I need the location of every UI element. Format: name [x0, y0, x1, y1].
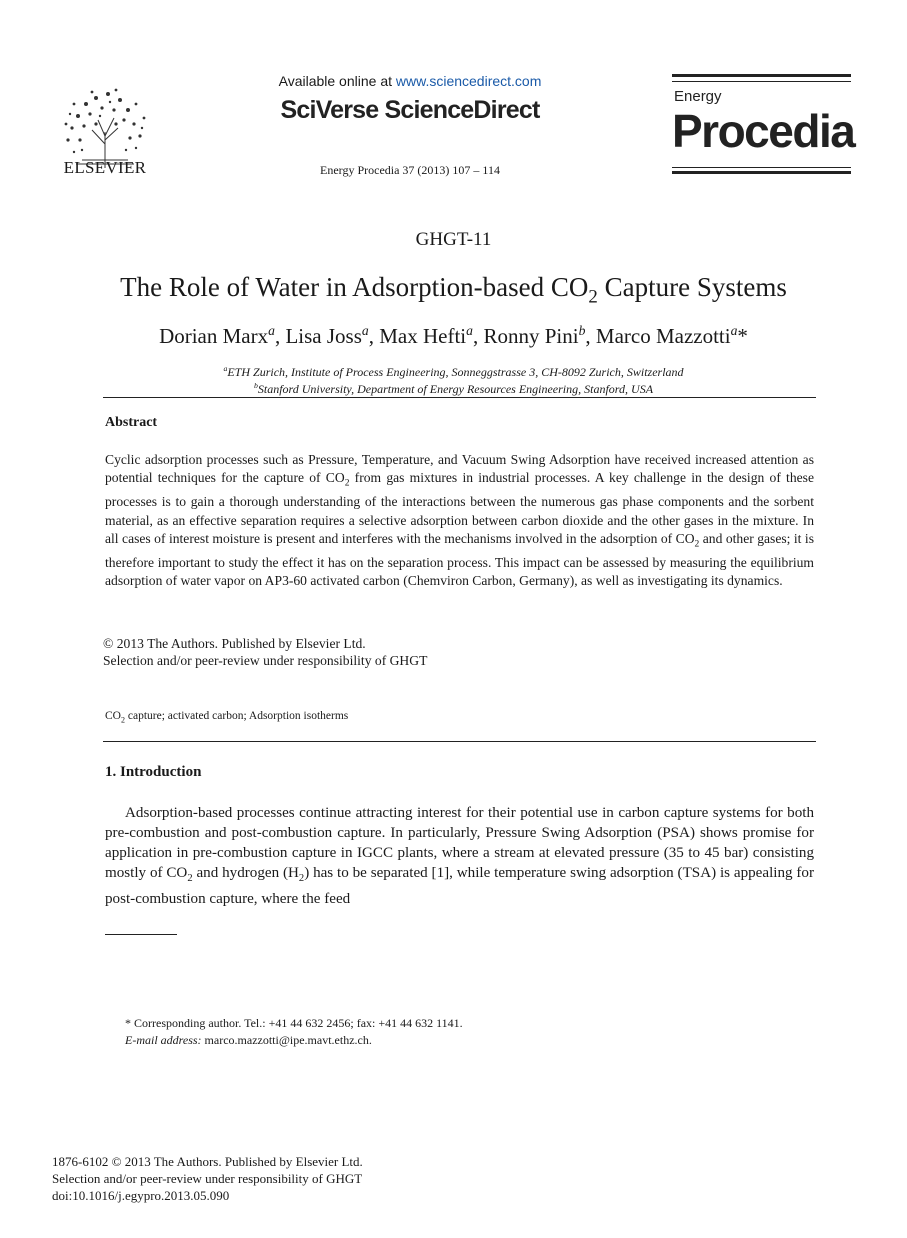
- issn-copyright: 1876-6102 © 2013 The Authors. Published by Elsevier Ltd.: [52, 1154, 363, 1169]
- subscript: 2: [187, 873, 193, 885]
- author-name: Dorian Marx: [159, 324, 269, 348]
- publication-info: [52, 1153, 363, 1204]
- author-name: Lisa Joss: [285, 324, 362, 348]
- introduction-text: [105, 803, 814, 909]
- availability-line: [240, 73, 580, 89]
- author-name: Max Hefti: [379, 324, 467, 348]
- abstract-part: and other gases; it is therefore important to study the effect it has on the separation process. This impact can be assessed by measuring the equilibrium adsorption of water vapor on AP3-60 activated carbon (Chemviron Carbon, Germany), as well as investigating its dynamics.: [105, 530, 814, 589]
- abstract-part: from gas mixtures in industrial processes. A key challenge in the design of these processes is to gain a thorough understanding of the interactions between the numerous gas phase components and the sorbent material, as an effective separation requires a selective adsorption between carbon dioxide and the other gases in the mixture. In all cases of interest moisture is present and interferes with the mechanisms involved in the adsorption of CO: [105, 470, 814, 546]
- copyright-line: © 2013 The Authors. Published by Elsevier Ltd.: [103, 636, 366, 651]
- doi[interactable]: doi:10.1016/j.egypro.2013.05.090: [52, 1188, 230, 1203]
- subscript: 2: [120, 715, 126, 725]
- author-separator: ,: [472, 324, 484, 348]
- affiliation-b: [0, 381, 907, 397]
- availability-prefix: Available online at: [278, 73, 396, 89]
- affiliation-text: ETH Zurich, Institute of Process Engineering, Sonneggstrasse 3, CH-8092 Zurich, Switzerland: [227, 365, 684, 379]
- journal-logo: [672, 74, 855, 178]
- title-part-1: The Role of Water in Adsorption-based CO: [120, 272, 589, 302]
- affiliation-mark: a: [223, 364, 228, 373]
- journal-logo-top: Energy: [674, 88, 722, 105]
- footnote-rule: [105, 934, 177, 935]
- author-affiliation-mark: a: [466, 323, 473, 338]
- copyright-notice: [103, 635, 427, 669]
- author-affiliation-mark: a: [268, 323, 275, 338]
- corresponding-author-note: * Corresponding author. Tel.: +41 44 632 2456; fax: +41 44 632 1141.: [125, 1016, 463, 1030]
- sciencedirect-link[interactable]: www.sciencedirect.com: [395, 73, 542, 89]
- intro-part: ) has to be separated [1], while temperature swing adsorption (TSA) is appealing for post-combustion capture, where the feed: [105, 865, 815, 908]
- platform-name: SciVerse ScienceDirect: [280, 96, 540, 124]
- title-part-2: Capture Systems: [597, 272, 787, 302]
- email-line: [125, 1032, 463, 1049]
- publisher-name: ELSEVIER: [63, 158, 147, 177]
- email-label: E-mail address:: [125, 1032, 202, 1047]
- logo-rule-top-thin: [672, 81, 851, 82]
- author-separator: ,: [368, 324, 380, 348]
- conference-name: GHGT-11: [415, 229, 492, 250]
- logo-rule-bottom: [672, 171, 851, 174]
- keywords: [105, 710, 348, 724]
- author-affiliation-mark: a: [361, 323, 369, 338]
- keyword-part: capture; activated carbon; Adsorption isotherms: [125, 710, 349, 722]
- intro-part: Adsorption-based processes continue attracting interest for their potential use in carbon capture systems for both pre-combustion and post-combustion capture. In particularly, Pressure Swing Adsorption (PSA) shows promise for application in pre-combustion capture in IGCC plants, where a stream at elevated pressure (35 to 45 bar) consisting mostly of CO: [105, 805, 814, 881]
- email-address[interactable]: marco.mazzotti@ipe.mavt.ethz.ch.: [201, 1032, 372, 1047]
- review-line: Selection and/or peer-review under responsibility of GHGT: [103, 653, 428, 668]
- corresponding-author-mark: *: [737, 324, 748, 348]
- logo-rule-top: [672, 74, 851, 77]
- author-separator: ,: [274, 324, 286, 348]
- footnote: [125, 1015, 463, 1048]
- divider: [103, 741, 816, 742]
- author-separator: ,: [585, 324, 596, 348]
- author-name: Marco Mazzotti: [595, 324, 731, 348]
- journal-logo-main: Procedia: [672, 105, 855, 157]
- author-affiliation-mark: a: [730, 323, 738, 338]
- keyword-part: CO: [105, 710, 121, 722]
- subscript: 2: [694, 539, 700, 550]
- journal-citation: Energy Procedia 37 (2013) 107 – 114: [320, 163, 500, 177]
- logo-rule-bottom-thin: [672, 167, 851, 168]
- author-list: [0, 323, 907, 349]
- abstract-part: Cyclic adsorption processes such as Pressure, Temperature, and Vacuum Swing Adsorption have received increased attention as potential techniques for the capture of CO: [105, 452, 814, 486]
- subscript: 2: [344, 479, 350, 490]
- intro-part: and hydrogen (H: [192, 865, 299, 881]
- title-subscript: 2: [588, 286, 598, 308]
- affiliation-mark: b: [253, 381, 258, 390]
- author-affiliation-mark: b: [578, 323, 586, 338]
- abstract-text: [105, 451, 814, 591]
- section-heading: 1. Introduction: [105, 764, 202, 780]
- subscript: 2: [298, 873, 305, 885]
- affiliation-a: [0, 364, 907, 380]
- review-statement: Selection and/or peer-review under responsibility of GHGT: [52, 1171, 363, 1186]
- affiliation-text: Stanford University, Department of Energy Resources Engineering, Stanford, USA: [257, 382, 654, 396]
- paper-title: [0, 272, 907, 308]
- abstract-heading: Abstract: [105, 415, 158, 430]
- author-name: Ronny Pini: [483, 324, 579, 348]
- divider: [103, 397, 816, 398]
